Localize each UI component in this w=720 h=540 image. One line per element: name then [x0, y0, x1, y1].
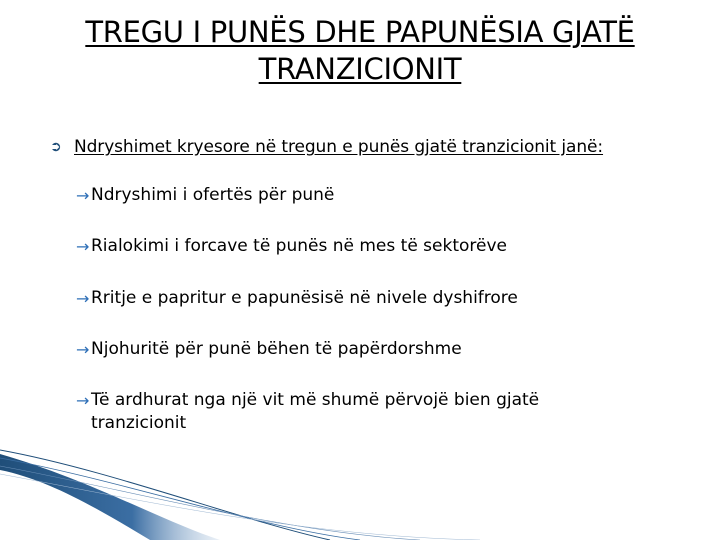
decorative-swoosh: [0, 440, 720, 540]
right-arrow-icon: →: [76, 391, 90, 410]
right-arrow-icon: →: [76, 340, 90, 359]
sub-bullet-text: Ndryshimi i ofertës për punë: [91, 185, 335, 205]
slide-title: TREGU I PUNËS DHE PAPUNËSIA GJATË TRANZICIONIT: [85, 15, 635, 86]
sub-bullet-text: Rritje e papritur e papunësisë në nivele dyshifrore: [91, 288, 518, 308]
arrow-bullet-icon: ➲: [50, 139, 62, 155]
main-bullet-text: Ndryshimet kryesore në tregun e punës gjatë tranzicionit janë:: [74, 137, 604, 157]
main-bullet: [50, 136, 684, 158]
right-arrow-icon: →: [76, 186, 90, 205]
sub-bullet-text: Njohuritë për punë bëhen të papërdorshme: [91, 339, 462, 359]
sub-bullet-text: Rialokimi i forcave të punës në mes të sektorëve: [91, 236, 508, 256]
sub-bullet-text: Të ardhurat nga një vit më shumë përvojë bien gjatë tranzicionit: [91, 390, 540, 433]
sub-bullet: [76, 235, 601, 258]
right-arrow-icon: →: [76, 237, 90, 256]
sub-bullet: [76, 389, 601, 435]
sub-bullet: [76, 184, 601, 207]
sub-bullet: [76, 287, 601, 310]
right-arrow-icon: →: [76, 289, 90, 308]
sub-bullet: [76, 338, 601, 361]
